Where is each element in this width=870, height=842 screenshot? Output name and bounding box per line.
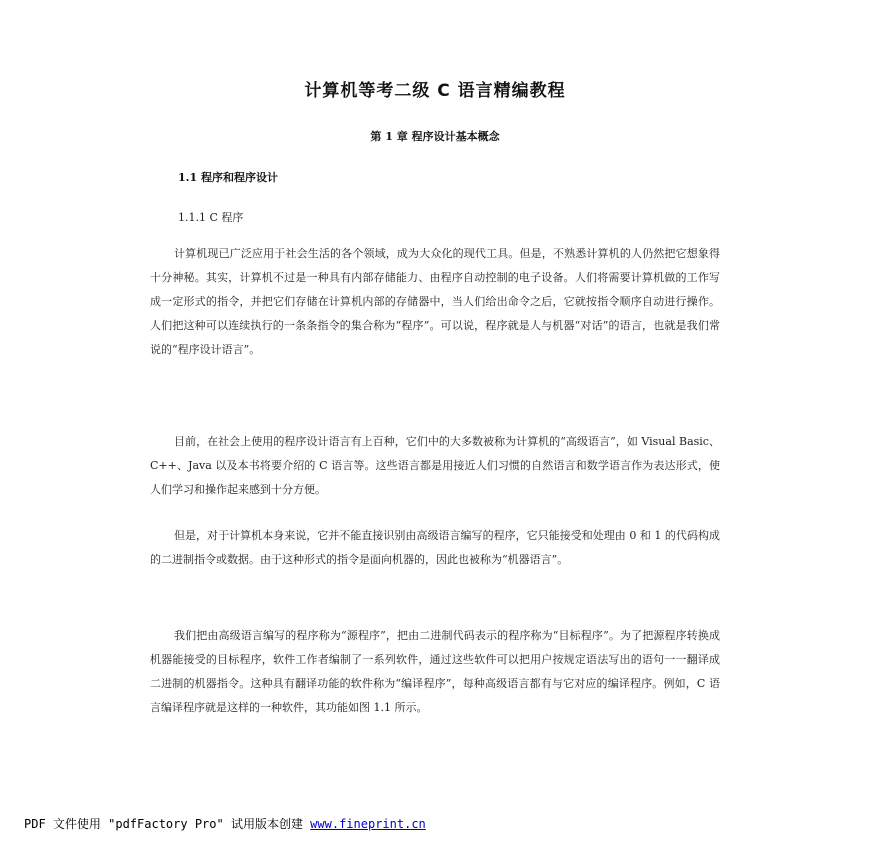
footer-text: PDF 文件使用 "pdfFactory Pro" 试用版本创建 [24, 817, 311, 831]
body-paragraph: 但是，对于计算机本身来说，它并不能直接识别由高级语言编写的程序，它只能接受和处理由 0 和 1 的代码构成的二进制指令或数据。由于这种形式的指令是面向机器的，因此也被称为“机器语言”。 [150, 529, 720, 566]
chapter-heading: 第 1 章 程序设计基本概念 [370, 130, 500, 143]
document-title: 计算机等考二级 C 语言精编教程 [304, 81, 566, 101]
body-paragraph: 目前，在社会上使用的程序设计语言有上百种，它们中的大多数被称为计算机的“高级语言”，如 Visual Basic、C++、Java 以及本书将要介绍的 C 语言等。这些语言都是用接近人们习惯的自然语言和数学语言作为表达形式，使人们学习和操作起来感到十分方便。 [150, 435, 720, 496]
body-paragraph: 计算机现已广泛应用于社会生活的各个领域，成为大众化的现代工具。但是，不熟悉计算机的人仍然把它想象得十分神秘。其实，计算机不过是一种具有内部存储能力、由程序自动控制的电子设备。人们将需要计算机做的工作写成一定形式的指令，并把它们存储在计算机内部的存储器中，当人们给出命令之后，它就按指令顺序自动进行操作。人们把这种可以连续执行的一条条指令的集合称为“程序”。可以说，程序就是人与机器“对话”的语言，也就是我们常说的“程序设计语言”。 [150, 247, 720, 356]
pdf-footer [24, 815, 426, 832]
subsection-heading: 1.1.1 C 程序 [178, 211, 244, 224]
footer-link[interactable]: www.fineprint.cn [310, 817, 426, 831]
body-paragraph: 我们把由高级语言编写的程序称为“源程序”，把由二进制代码表示的程序称为“目标程序”。为了把源程序转换成机器能接受的目标程序，软件工作者编制了一系列软件，通过这些软件可以把用户按规定语法写出的语句一一翻译成二进制的机器指令。这种具有翻译功能的软件称为“编译程序”，每种高级语言都有与它对应的编译程序。例如，C 语言编译程序就是这样的一种软件，其功能如图 1.1 所示。 [150, 629, 720, 714]
section-heading: 1.1 程序和程序设计 [178, 171, 278, 184]
